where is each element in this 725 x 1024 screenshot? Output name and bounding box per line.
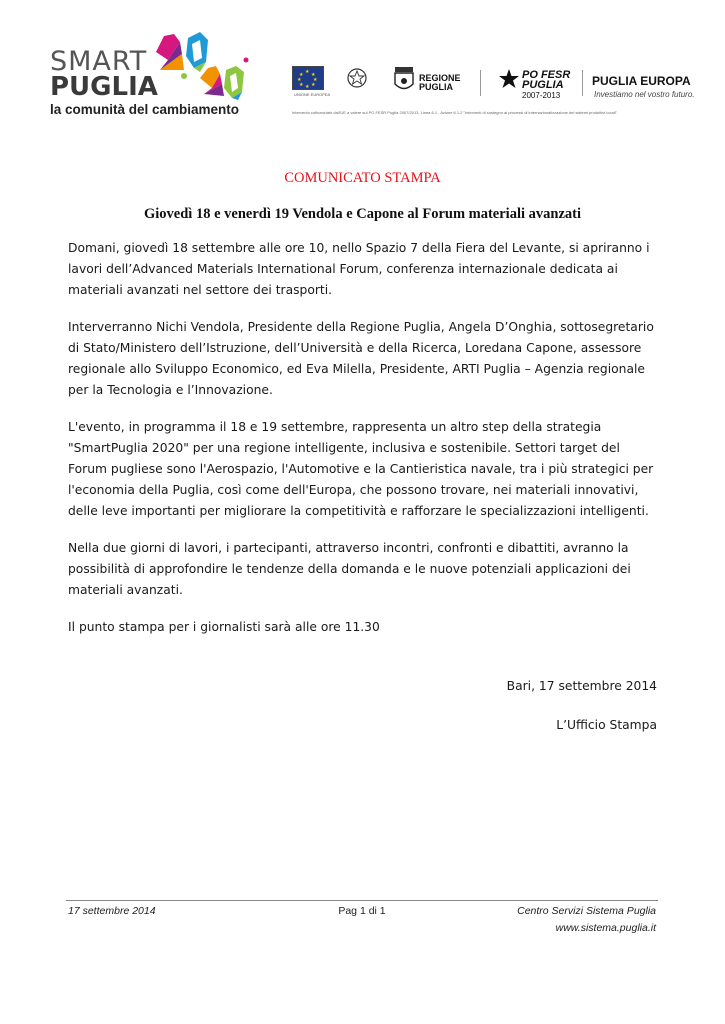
puglia-europa-title: PUGLIA EUROPA [592,74,691,88]
logo-word-smart: SMART [50,46,148,77]
footer-website-link[interactable]: www.sistema.puglia.it [555,922,656,934]
partner-logos-strip [292,66,695,126]
body-paragraph: Domani, giovedì 18 settembre alle ore 10, nello Spazio 7 della Fiera del Levante, si apriranno i lavori dell’Advanced Materials International Forum, conferenza internazionale dedicata ai materiali avanzati nel settore dei trasporti. [68,241,650,297]
body-paragraph: L'evento, in programma il 18 e 19 settembre, rappresenta un altro step della strategia "SmartPuglia 2020" per una regione intelligente, inclusiva e sostenibile. Settori target del Forum pugliese sono l'Aerospazio, l'Automotive e la Cantieristica navale, tra i più strategici per l'economia della Puglia, così come dell'Europa, che possono trovare, nei materiali innovativi, delle leve importanti per migliorare la competitività e rafforzare le specializzazioni intelligenti. [68,420,654,518]
body-paragraph: Nella due giorni di lavori, i partecipanti, attraverso incontri, confronti e dibattiti, avranno la possibilità di approfondire le tendenze della domanda e le nuove potenziali applicazioni dei materiali avanzati. [68,541,631,597]
place-date: Bari, 17 settembre 2014 [506,679,657,693]
regione-label-line2: PUGLIA [419,82,454,92]
body-paragraph: Interverranno Nichi Vendola, Presidente della Regione Puglia, Angela D’Onghia, sottosegretario di Stato/Ministero dell’Istruzione, dell’Università e della Ricerca, Loredana Capone, assessore regionale allo Sviluppo Economico, ed Eva Milella, Presidente, ARTI Puglia – Agenzia regionale per la Tecnologia e l’Innovazione. [68,320,654,397]
po-fesr-star-icon [498,68,520,90]
partner-divider [480,70,481,96]
footer-date: 17 settembre 2014 [68,905,156,917]
footer-rule [66,900,658,901]
funding-fine-print: Intervento cofinanziato dall'UE a valere sul PO FESR Puglia 2007/2013, Linea 6.1., Azione 6.1.2 "Interventi di sostegno ai processi di internazionalizzazione dei sistemi produttivi locali" [292,110,617,115]
eu-caption: UNIONE EUROPEA [294,92,331,97]
footer-page-number: Pag 1 di 1 [338,905,386,917]
body-paragraph: Il punto stampa per i giornalisti sarà alle ore 11.30 [68,620,380,634]
logo-tagline: la comunità del cambiamento [50,102,240,117]
regione-label-line1: REGIONE [419,73,461,83]
signature: L’Ufficio Stampa [556,718,657,732]
fesr-label-line1: PO FESR [522,69,571,81]
smartpuglia-logo [50,30,250,120]
fesr-label-line2: PUGLIA [522,79,564,91]
fesr-years: 2007-2013 [522,91,561,100]
regione-puglia-crest-icon [392,66,416,94]
press-release-kicker: COMUNICATO STAMPA [284,170,441,186]
signoff-block [507,676,657,754]
puglia-europa-subtitle: Investiamo nel vostro futuro. [594,90,695,99]
eu-flag-icon: ★ ★ ★ ★ ★ ★ ★ ★ [292,66,324,90]
press-release-headline: Giovedì 18 e venerdì 19 Vendola e Capone al Forum materiali avanzati [144,206,581,222]
partner-divider [582,70,583,96]
page-footer [68,905,656,945]
logo-word-puglia: PUGLIA [50,72,158,102]
italian-republic-emblem-icon [346,66,368,90]
footer-organization: Centro Servizi Sistema Puglia [517,905,656,917]
press-release-body [68,238,660,654]
logo-2020-numerals-graphic [154,30,250,100]
